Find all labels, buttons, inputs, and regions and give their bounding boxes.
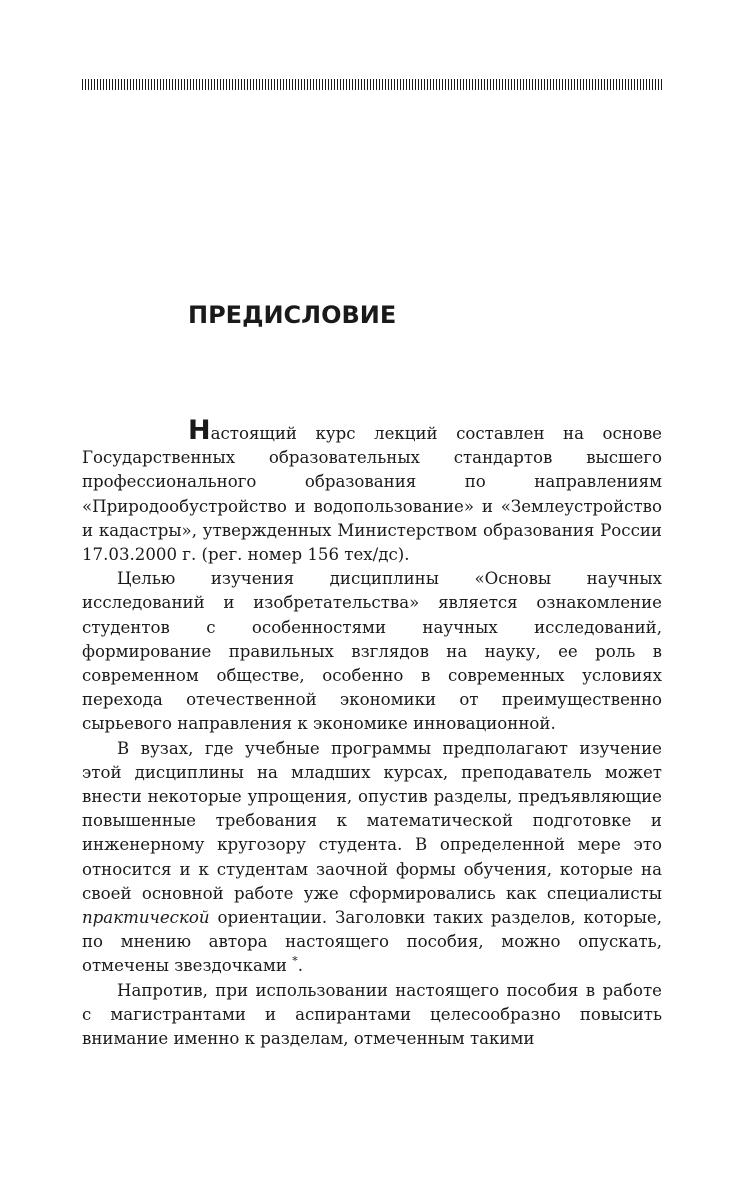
page-title: ПРЕДИСЛОВИЕ	[188, 301, 397, 329]
body-text	[82, 415, 662, 1051]
header-rule	[82, 79, 662, 90]
drop-cap: Н	[188, 415, 211, 446]
paragraph-4: Напротив, при использовании настоящего пособия в работе с магистрантами и аспирантами целесообразно повысить внимание именно к разделам, отмеченным такими	[82, 980, 662, 1049]
paragraph-1-text: астоящий курс лекций составлен на основе Государственных образовательных стандартов высшего профессионального образования по направлениям «Природообустройство и водопользование» и «Землеустройство и кадастры», утвержденных Министерством образования России 17.03.2000 г. (рег. номер 156 тех/дс).	[82, 424, 662, 565]
footnote-mark: *	[292, 954, 298, 968]
paragraph-3-text-start: В вузах, где учебные программы предполагают изучение этой дисциплины на младших курсах, преподаватель может внести некоторые упрощения, опустив разделы, предъявляющие повышенные требования к математической подготовке и инженерному кругозору студента. В определенной мере это относится и к студентам заочной формы обучения, которые на своей основной работе уже сформировались как специалисты	[82, 738, 662, 903]
paragraph-3	[82, 737, 662, 979]
paragraph-3-period: .	[297, 956, 303, 976]
paragraph-1	[82, 415, 662, 567]
italic-term: практической	[82, 908, 210, 928]
paragraph-3-text-end: ориентации. Заголовки таких разделов, которые, по мнению автора настоящего пособия, можно опускать, отмечены звездочками	[82, 908, 662, 976]
paragraph-2: Целью изучения дисциплины «Основы научных исследований и изобретательства» является ознакомление студентов с особенностями научных исследований, формирование правильных взглядов на науку, ее роль в современном обществе, особенно в современных условиях перехода отечественной экономики от преимущественно сырьевого направления к экономике инновационной.	[82, 569, 662, 734]
